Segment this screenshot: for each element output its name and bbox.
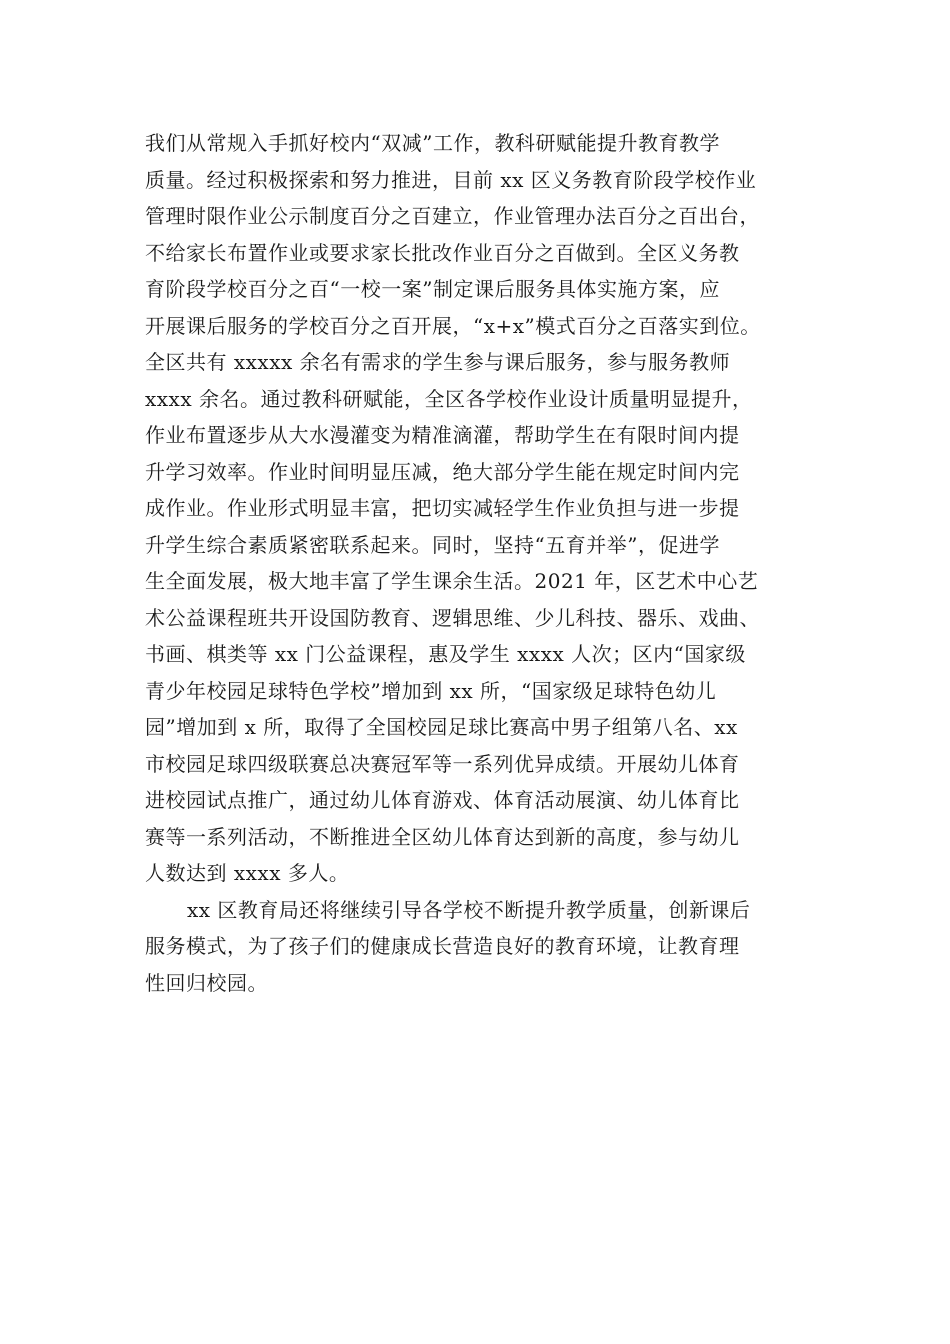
paragraph-1: [145, 125, 825, 892]
text-line: 作业布置逐步从大水漫灌变为精准滴灌，帮助学生在有限时间内提: [145, 423, 740, 447]
text-line: 升学习效率。作业时间明显压减，绝大部分学生能在规定时间内完: [145, 459, 740, 484]
text-line: 术公益课程班共开设国防教育、逻辑思维、少儿科技、器乐、戏曲、: [145, 605, 760, 630]
text-line: 赛等一系列活动，不断推进全区幼儿体育达到新的高度，参与幼儿: [145, 824, 740, 849]
text-line: 升学生综合素质紧密联系起来。同时，坚持“五育并举”，促进学: [145, 532, 720, 557]
text-line: 生全面发展，极大地丰富了学生课余生活。2021 年，区艺术中心艺: [145, 569, 759, 593]
text-line: 我们从常规入手抓好校内“双减”工作，教科研赋能提升教育教学: [145, 131, 720, 155]
text-line: 青少年校园足球特色学校”增加到 xx 所，“国家级足球特色幼儿: [145, 678, 717, 703]
text-line: 人数达到 xxxx 多人。: [145, 861, 350, 885]
document-body: [145, 125, 825, 1001]
text-line: 管理时限作业公示制度百分之百建立，作业管理办法百分之百出台，: [145, 204, 760, 228]
text-line: 性回归校园。: [145, 970, 268, 995]
text-line: 成作业。作业形式明显丰富，把切实减轻学生作业负担与进一步提: [145, 496, 740, 520]
text-line: 服务模式，为了孩子们的健康成长营造良好的教育环境，让教育理: [145, 934, 740, 958]
text-line: 书画、棋类等 xx 门公益课程，惠及学生 xxxx 人次；区内“国家级: [145, 642, 746, 666]
text-line: 园”增加到 x 所，取得了全国校园足球比赛高中男子组第八名、xx: [145, 715, 738, 739]
text-line: 进校园试点推广，通过幼儿体育游戏、体育活动展演、幼儿体育比: [145, 788, 740, 812]
text-line: 育阶段学校百分之百“一校一案”制定课后服务具体实施方案，应: [145, 277, 720, 301]
text-line: xx 区教育局还将继续引导各学校不断提升教学质量，创新课后: [187, 897, 751, 922]
text-line: 不给家长布置作业或要求家长批改作业百分之百做到。全区义务教: [145, 240, 740, 265]
text-line: 市校园足球四级联赛总决赛冠军等一系列优异成绩。开展幼儿体育: [145, 751, 740, 776]
text-line: 开展课后服务的学校百分之百开展，“x+x”模式百分之百落实到位。: [145, 313, 761, 338]
paragraph-2: [145, 892, 825, 1002]
text-line: xxxx 余名。通过教科研赋能，全区各学校作业设计质量明显提升，: [145, 386, 753, 411]
text-line: 全区共有 xxxxx 余名有需求的学生参与课后服务，参与服务教师: [145, 350, 731, 374]
text-line: 质量。经过积极探索和努力推进，目前 xx 区义务教育阶段学校作业: [145, 167, 757, 192]
